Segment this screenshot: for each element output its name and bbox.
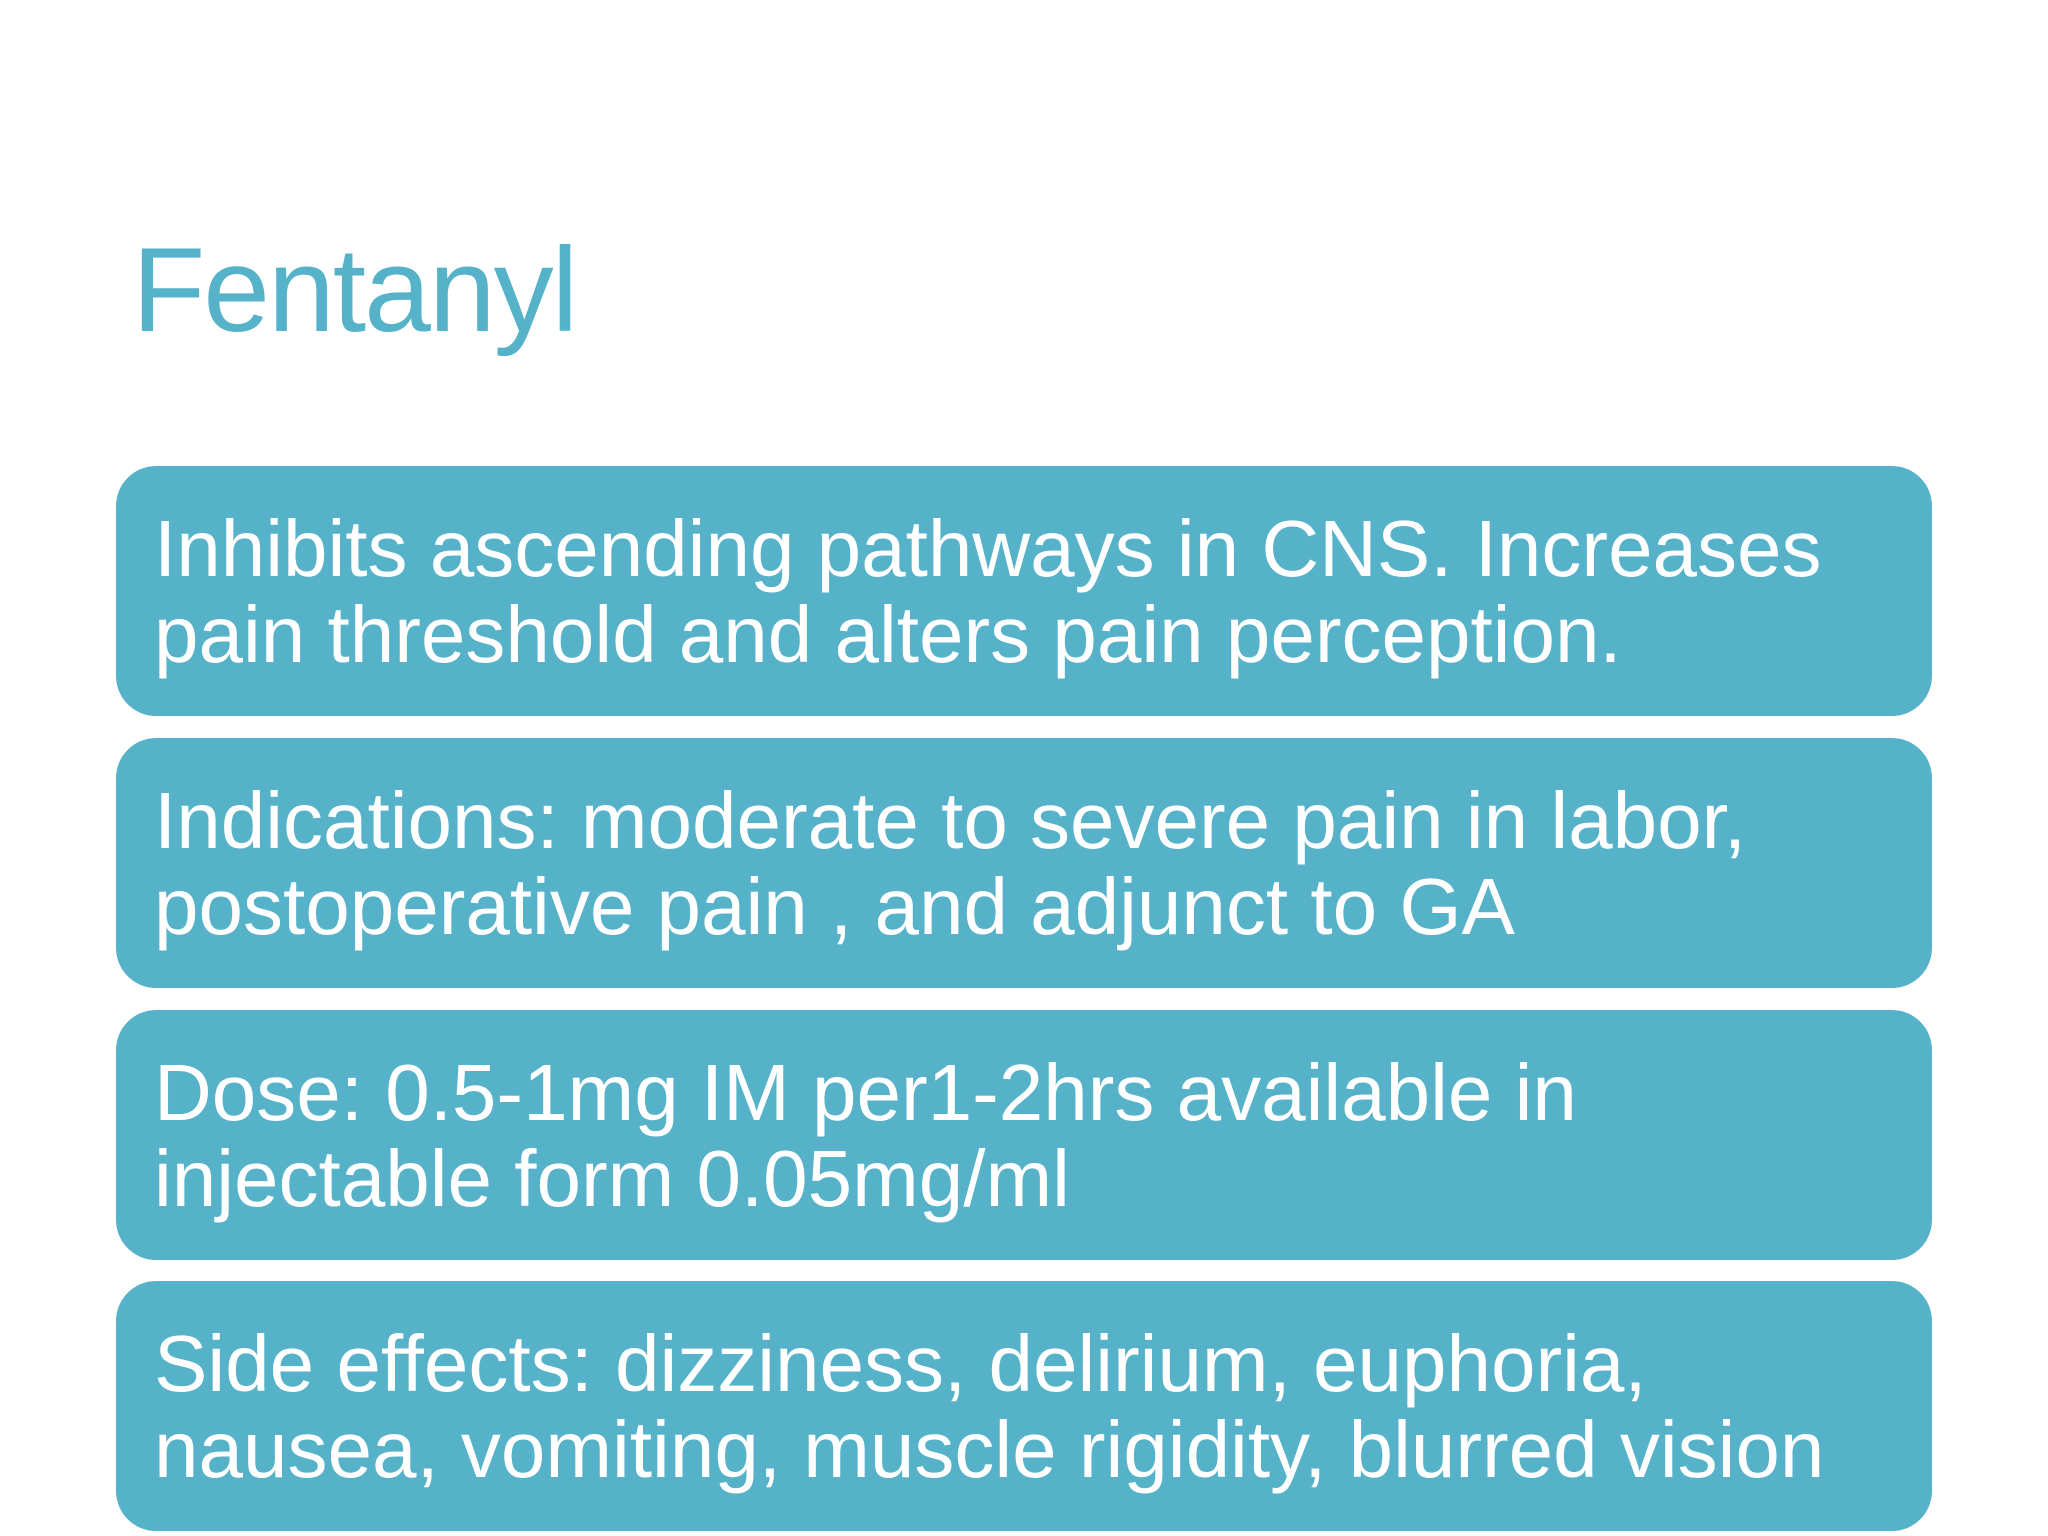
- card-text-line: postoperative pain , and adjunct to GA: [154, 862, 1515, 951]
- indications-card: [116, 738, 1932, 988]
- card-text-line: Inhibits ascending pathways in CNS. Increases: [154, 504, 1822, 593]
- card-text-line: nausea, vomiting, muscle rigidity, blurred vision: [154, 1405, 1825, 1494]
- card-text-line: Side effects: dizziness, delirium, euphoria,: [154, 1319, 1647, 1408]
- mechanism-card: [116, 466, 1932, 716]
- side-effects-card: [116, 1281, 1932, 1531]
- slide-title: Fentanyl: [132, 223, 577, 357]
- dose-card: [116, 1010, 1932, 1260]
- card-text-line: pain threshold and alters pain perception.: [154, 590, 1622, 679]
- card-text-line: Dose: 0.5-1mg IM per1-2hrs available in: [154, 1048, 1577, 1137]
- card-text-line: Indications: moderate to severe pain in labor,: [154, 776, 1747, 865]
- card-text-line: injectable form 0.05mg/ml: [154, 1134, 1070, 1223]
